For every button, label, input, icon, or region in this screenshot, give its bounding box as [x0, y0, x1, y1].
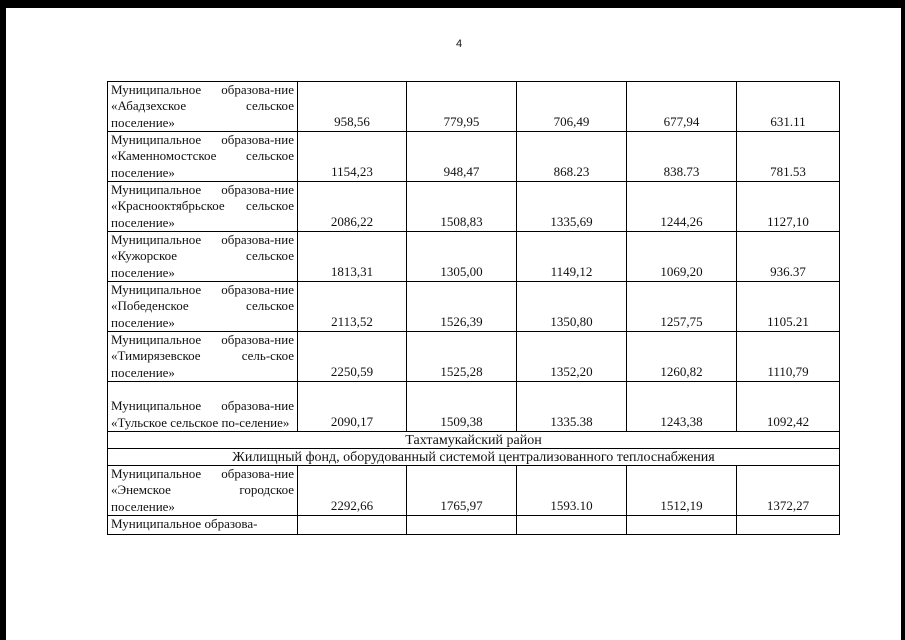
value-cell: 779,95: [407, 82, 517, 132]
municipality-name: Муниципальное образова-ние «Победенское сельское поселение»: [108, 282, 298, 332]
value-cell: 631.11: [737, 82, 840, 132]
table-row: [108, 182, 840, 232]
value-cell: 868.23: [517, 132, 627, 182]
value-cell: 1512,19: [627, 466, 737, 516]
table-row-partial: [108, 516, 840, 535]
district-header-row: [108, 432, 840, 449]
value-cell: 1127,10: [737, 182, 840, 232]
value-cell: 1305,00: [407, 232, 517, 282]
section-header-row: [108, 449, 840, 466]
municipality-name: Муниципальное образова-ние «Абадзехское сельское поселение»: [108, 82, 298, 132]
municipality-name: Муниципальное образова-: [108, 516, 298, 535]
value-cell: 948,47: [407, 132, 517, 182]
municipality-name: Муниципальное образова-ние «Краснооктябрьское сельское поселение»: [108, 182, 298, 232]
municipality-name: Муниципальное образова-ние «Тимирязевское сель-ское поселение»: [108, 332, 298, 382]
page-number: 4: [456, 38, 463, 50]
value-cell-empty: [407, 516, 517, 535]
value-cell: 1335,69: [517, 182, 627, 232]
scan-border-left: [0, 0, 6, 640]
value-cell-empty: [517, 516, 627, 535]
table-row: [108, 332, 840, 382]
value-cell: 2090,17: [298, 382, 407, 432]
table-row: [108, 232, 840, 282]
municipality-name: Муниципальное образова-ние «Каменномостское сельское поселение»: [108, 132, 298, 182]
value-cell: 706,49: [517, 82, 627, 132]
value-cell: 1335.38: [517, 382, 627, 432]
municipality-name: Муниципальное образова-ние «Энемское городское поселение»: [108, 466, 298, 516]
value-cell: 1154,23: [298, 132, 407, 182]
scan-border-top: [0, 0, 905, 8]
table-row: [108, 82, 840, 132]
value-cell: 1509,38: [407, 382, 517, 432]
value-cell: 1525,28: [407, 332, 517, 382]
table-row: [108, 132, 840, 182]
value-cell: 1508,83: [407, 182, 517, 232]
value-cell: 677,94: [627, 82, 737, 132]
value-cell: 2250,59: [298, 332, 407, 382]
value-cell: 958,56: [298, 82, 407, 132]
value-cell-empty: [737, 516, 840, 535]
value-cell: 1243,38: [627, 382, 737, 432]
value-cell-empty: [627, 516, 737, 535]
value-cell: 1244,26: [627, 182, 737, 232]
table-row: [108, 282, 840, 332]
value-cell: 1149,12: [517, 232, 627, 282]
value-cell: 1069,20: [627, 232, 737, 282]
value-cell: 2292,66: [298, 466, 407, 516]
value-cell: 1593.10: [517, 466, 627, 516]
value-cell: 936.37: [737, 232, 840, 282]
housing-category: Жилищный фонд, оборудованный системой централизованного теплоснабжения: [108, 449, 840, 466]
value-cell-empty: [298, 516, 407, 535]
value-cell: 1105.21: [737, 282, 840, 332]
value-cell: 2113,52: [298, 282, 407, 332]
value-cell: 1372,27: [737, 466, 840, 516]
municipality-name: Муниципальное образова-ние «Тульское сельское по-селение»: [108, 382, 298, 432]
value-cell: 781.53: [737, 132, 840, 182]
municipality-name: Муниципальное образова-ние «Кужорское сельское поселение»: [108, 232, 298, 282]
table-row: [108, 466, 840, 516]
value-cell: 838.73: [627, 132, 737, 182]
value-cell: 1765,97: [407, 466, 517, 516]
value-cell: 1257,75: [627, 282, 737, 332]
value-cell: 1350,80: [517, 282, 627, 332]
value-cell: 1813,31: [298, 232, 407, 282]
tariff-table: [107, 81, 840, 535]
value-cell: 1260,82: [627, 332, 737, 382]
value-cell: 2086,22: [298, 182, 407, 232]
scan-border-right: [901, 0, 905, 640]
district-name: Тахтамукайский район: [108, 432, 840, 449]
value-cell: 1526,39: [407, 282, 517, 332]
value-cell: 1352,20: [517, 332, 627, 382]
value-cell: 1092,42: [737, 382, 840, 432]
value-cell: 1110,79: [737, 332, 840, 382]
table-row: [108, 382, 840, 432]
